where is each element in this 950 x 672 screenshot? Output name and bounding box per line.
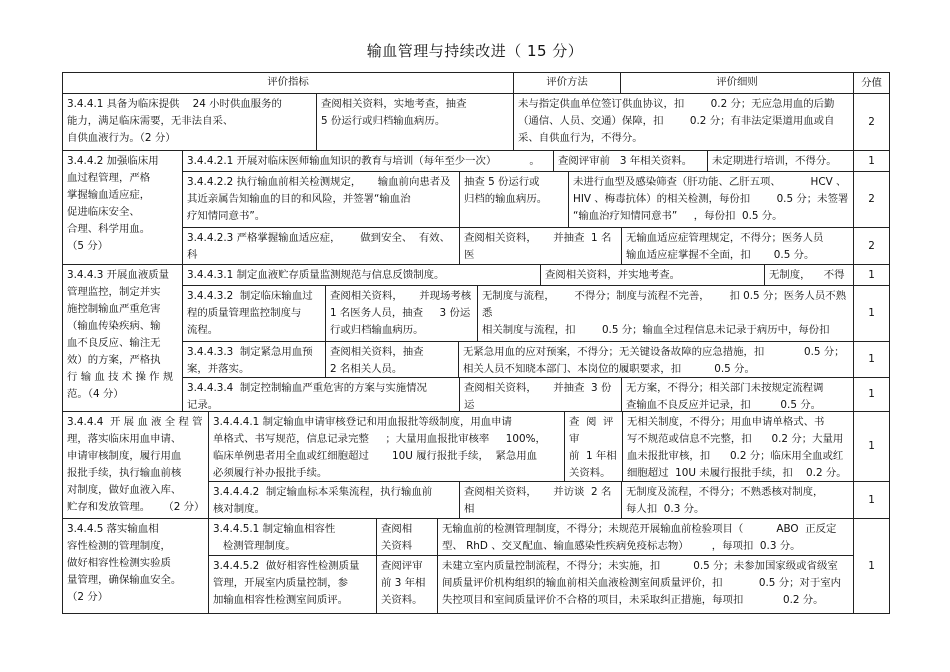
detail-34421: 未定期进行培训，不得分。 <box>707 150 854 172</box>
score-34422: 2 <box>853 171 890 228</box>
detail-34423: 无输血适应症管理规定，不得分；医务人员 输血适应症掌握不全面，扣 0.5 分。 <box>621 227 854 265</box>
score-34442: 1 <box>853 481 890 519</box>
detail-34452: 未建立室内质量控制流程，不得分；未实施，扣 0.5 分；未参加国家级或省级室 间质量评价机构组织的输血前相关血液检测室间质量评价，扣 0.5 分；对于室内 失控项目和室间质量评价不合格的项目，未采取纠正措施，每项扣 0.2 分。 <box>437 555 854 614</box>
score-3441: 2 <box>853 93 890 151</box>
header-score: 分值 <box>853 72 890 94</box>
detail-34451: 无输血前的检测管理制度，不得分；未规范开展输血前检验项目（ ABO 正反定 型、 RhD 、交叉配血、输血感染性疾病免疫标志物） ，每项扣 0.3 分。 <box>437 518 854 556</box>
item-34431: 3.4.4.3.1 制定血液贮存质量监测规范与信息反馈制度。 <box>182 264 541 286</box>
indicator-3444: 3.4.4.4 开 展 血 液 全 程 管 理，落实临床用血申请、 申请审核制度，履行用血 报批手续，执行输血前核 对制度，做好血液入库、 贮存和发放管理。 （2 分） <box>62 411 209 519</box>
method-34422: 抽查 5 份运行或 归档的输血病历。 <box>459 171 569 228</box>
item-34442: 3.4.4.4.2 制定输血标本采集流程，执行输血前 核对制度。 <box>208 481 460 519</box>
method-34452: 查阅评审 前 3 年相 关资料。 <box>376 555 438 614</box>
detail-3441: 未与指定供血单位签订供血协议，扣 0.2 分；无应急用血的后勤 （通信、人员、交通）保障，扣 0.2 分；有非法定渠道用血或自 采、自供血行为，不得分。 <box>513 93 854 151</box>
method-34434: 查阅相关资料， 并抽查 3 份运 <box>459 377 622 412</box>
item-34422: 3.4.4.2.2 执行输血前相关检测规定， 输血前向患者及 其近亲属告知输血的目的和风险，并签署“输血治 疗知情同意书”。 <box>182 171 460 228</box>
score-34431: 1 <box>853 264 890 286</box>
indicator-3441: 3.4.4.1 具备为临床提供 24 小时供血服务的 能力，满足临床需要，无非法自采、 自供血液行为。（2 分） <box>62 93 317 151</box>
item-34423: 3.4.4.2.3 严格掌握输血适应症， 做到安全、 有效、 科 <box>182 227 460 265</box>
detail-34432: 无制度与流程， 不得分；制度与流程不完善， 扣 0.5 分；医务人员不熟悉 相关制度与流程，扣 0.5 分；输血全过程信息未记录于病历中，每份扣 <box>477 285 854 342</box>
header-method: 评价方法 <box>513 72 621 94</box>
detail-34441: 无相关制度，不得分；用血申请单格式、书 写不规范或信息不完整，扣 0.2 分；大量用 血未报批审核，扣 0.2 分；临床用全血或红 细胞超过 10U 未履行报批手续，扣 0.2 分。 <box>622 411 854 482</box>
method-34423: 查阅相关资料， 并抽查 1 名医 <box>459 227 622 265</box>
method-34433: 查阅相关资料，抽查 2 名相关人员。 <box>325 341 459 378</box>
header-detail: 评价细则 <box>620 72 854 94</box>
item-34452: 3.4.4.5.2 做好相容性检测质量 管理，开展室内质量控制，参 加输血相容性检测室间质评。 <box>208 555 377 614</box>
score-34432: 1 <box>853 285 890 342</box>
method-34431: 查阅相关资料，并实地考查。 <box>540 264 765 286</box>
method-34451: 查阅相 关资料 <box>376 518 438 556</box>
item-34433: 3.4.4.3.3 制定紧急用血预 案，并落实。 <box>182 341 326 378</box>
score-34423: 2 <box>853 227 890 265</box>
header-indicator: 评价指标 <box>62 72 514 94</box>
detail-34431: 无制度， 不得 <box>764 264 854 286</box>
score-34421: 1 <box>853 150 890 172</box>
item-34432: 3.4.4.3.2 制定临床输血过 程的质量管理监控制度与 流程。 <box>182 285 326 342</box>
indicator-3443: 3.4.4.3 开展血液质量 管理监控，制定并实 施控制输血严重危害 （输血传染疾病、输 血不良反应、输注无 效）的方案，严格执 行 输 血 技 术 操 作 规 范。（4 分） <box>62 264 183 412</box>
item-34421: 3.4.4.2.1 开展对临床医师输血知识的教育与培训（每年至少一次） 。 <box>182 150 554 172</box>
method-34421: 查阅评审前 3 年相关资料。 <box>553 150 708 172</box>
indicator-3442: 3.4.4.2 加强临床用 血过程管理，严格 掌握输血适应症， 促进临床安全、 合理、科学用血。 （5 分） <box>62 150 183 265</box>
score-34441: 1 <box>853 411 890 482</box>
detail-34422: 未进行血型及感染筛查（肝功能、乙肝五项、 HCV 、 HIV 、梅毒抗体）的相关检测，每份扣 0.5 分；未签署 “输血治疗知情同意书” ，每份扣 0.5 分。 <box>568 171 854 228</box>
item-34441: 3.4.4.4.1 制定输血申请审核登记和用血报批等级制度，用血申请 单格式、书写规范，信息记录完整 ；大量用血报批审核率 100%， 临床单例患者用全血或红细胞超过 10U 履行报批手续， 紧急用血 必须履行补办报批手续。 <box>208 411 565 482</box>
score-3445: 1 <box>853 518 890 614</box>
method-3441: 查阅相关资料，实地考查，抽查 5 份运行或归档输血病历。 <box>316 93 514 151</box>
indicator-3445: 3.4.4.5 落实输血相 容性检测的管理制度， 做好相容性检测实验质 量管理，确保输血安全。 （2 分） <box>62 518 209 614</box>
item-34434: 3.4.4.3.4 制定控制输血严重危害的方案与实施情况 记录。 <box>182 377 460 412</box>
detail-34442: 无制度及流程，不得分；不熟悉核对制度， 每人扣 0.3 分。 <box>621 481 854 519</box>
item-34451: 3.4.4.5.1 制定输血相容性 检测管理制度。 <box>208 518 377 556</box>
detail-34434: 无方案，不得分；相关部门未按规定流程调 查输血不良反应并记录，扣 0.5 分。 <box>621 377 854 412</box>
score-34433: 1 <box>853 341 890 378</box>
method-34432: 查阅相关资料， 并现场考核 1 名医务人员，抽查 3 份运 行或归档输血病历。 <box>325 285 478 342</box>
page-title: 输血管理与持续改进（ 15 分） <box>366 42 584 60</box>
method-34442: 查阅相关资料， 并访谈 2 名相 <box>459 481 622 519</box>
method-34441: 查 阅 评 审 前 1 年相 关资料。 <box>564 411 623 482</box>
detail-34433: 无紧急用血的应对预案，不得分；无关键设备故障的应急措施，扣 0.5 分； 相关人员不知晓本部门、本岗位的履职要求，扣 0.5 分。 <box>458 341 854 378</box>
score-34434: 1 <box>853 377 890 412</box>
